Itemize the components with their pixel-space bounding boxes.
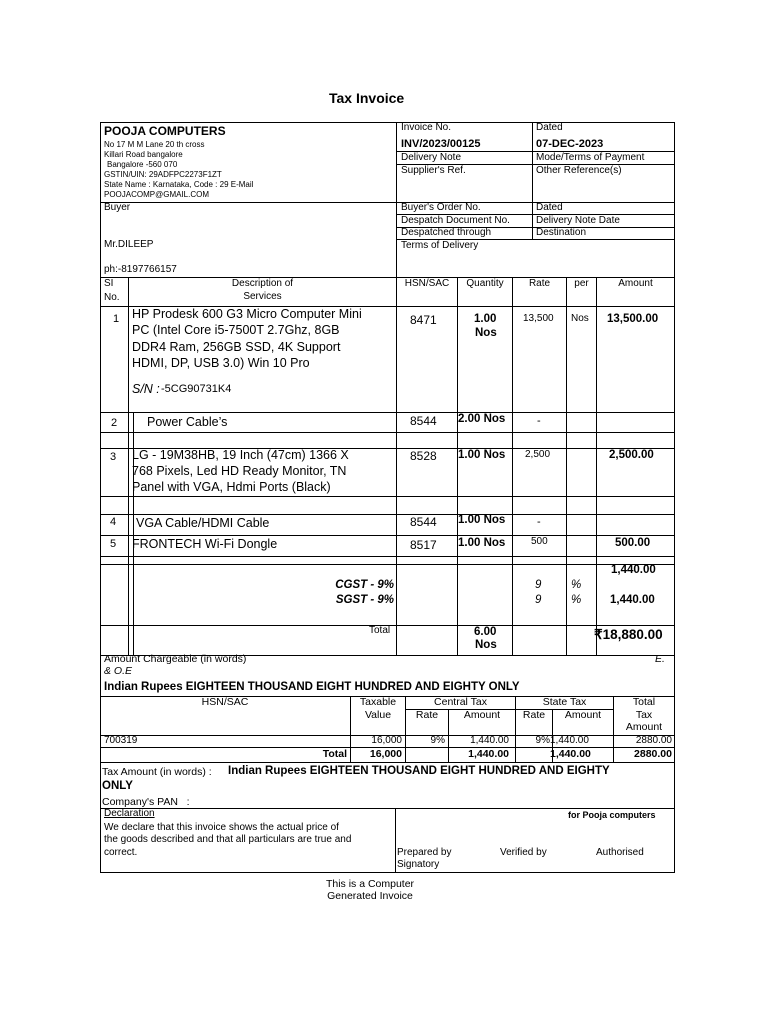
tax-words-value-2: ONLY bbox=[102, 780, 133, 792]
eoe-label: E. bbox=[655, 653, 665, 665]
footer-note: This is a Computer bbox=[325, 878, 415, 890]
cgst-label: CGST - 9% bbox=[335, 579, 394, 591]
company-pan-label: Company's PAN : bbox=[102, 796, 190, 808]
delivery-note-date-label: Delivery Note Date bbox=[536, 215, 620, 226]
tax-col-total-2: Tax bbox=[635, 709, 653, 721]
item-hsn: 8471 bbox=[410, 313, 437, 327]
item-hsn: 8528 bbox=[410, 449, 437, 463]
item-per: Nos bbox=[571, 313, 589, 324]
col-quantity: Quantity bbox=[466, 278, 504, 289]
despatch-doc-label: Despatch Document No. bbox=[401, 215, 510, 226]
seller-email: POOJACOMP@GMAIL.COM bbox=[104, 190, 210, 199]
total-quantity-unit: Nos bbox=[475, 639, 497, 651]
item-rate: - bbox=[537, 415, 541, 427]
for-company-label: for Pooja computers bbox=[568, 810, 656, 820]
item-description-line: HP Prodesk 600 G3 Micro Computer Mini bbox=[132, 307, 362, 321]
serial-number: -5CG90731K4 bbox=[161, 383, 232, 395]
seller-address-line: No 17 M M Lane 20 th cross bbox=[104, 140, 205, 149]
item-description: VGA Cable/HDMI Cable bbox=[136, 516, 270, 530]
other-references-label: Other Reference(s) bbox=[536, 165, 622, 176]
tax-col-taxable: Taxable bbox=[359, 696, 397, 708]
item-no: 1 bbox=[113, 313, 120, 325]
item-hsn: 8544 bbox=[410, 414, 437, 428]
col-amount: Amount bbox=[618, 278, 653, 289]
seller-name: POOJA COMPUTERS bbox=[104, 124, 226, 138]
sgst-rate: 9 bbox=[535, 594, 542, 606]
tax-total-state: 1,440.00 bbox=[550, 748, 591, 760]
amount-chargeable-label: Amount Chargeable (in words) bbox=[104, 653, 247, 665]
despatched-through-label: Despatched through bbox=[401, 227, 492, 238]
item-no: 3 bbox=[110, 451, 117, 463]
tax-row-central-amount: 1,440.00 bbox=[470, 735, 509, 746]
tax-col-state-amount: Amount bbox=[564, 709, 602, 721]
item-rate: 500 bbox=[531, 536, 548, 547]
tax-col-state-rate: Rate bbox=[522, 709, 546, 721]
declaration-title: Declaration bbox=[104, 808, 155, 819]
item-no: 2 bbox=[111, 417, 118, 429]
col-per: per bbox=[574, 278, 589, 289]
delivery-note-label: Delivery Note bbox=[401, 152, 462, 163]
seller-state: State Name : Karnataka, Code : 29 E-Mail bbox=[104, 180, 254, 189]
item-rate: 2,500 bbox=[525, 449, 551, 460]
item-quantity: 1.00 Nos bbox=[458, 537, 506, 549]
amount-in-words: Indian Rupees EIGHTEEN THOUSAND EIGHT HUNDRED AND EIGHTY ONLY bbox=[104, 681, 520, 693]
col-description-2: Services bbox=[243, 291, 282, 302]
dated-label: Dated bbox=[536, 122, 563, 133]
tax-words-label: Tax Amount (in words) : bbox=[102, 766, 212, 778]
item-description-line: HDMI, DP, USB 3.0) Win 10 Pro bbox=[132, 356, 310, 370]
tax-total-label: Total bbox=[322, 748, 347, 760]
tax-col-total-3: Amount bbox=[625, 721, 663, 733]
total-quantity: 6.00 bbox=[474, 626, 497, 638]
item-description-line: DDR4 Ram, 256GB SSD, 4K Support bbox=[132, 340, 341, 354]
item-quantity: 1.00 bbox=[474, 313, 497, 325]
item-hsn: 8544 bbox=[410, 515, 437, 529]
item-quantity: 1.00 Nos bbox=[458, 514, 506, 526]
suppliers-ref-label: Supplier's Ref. bbox=[401, 165, 466, 176]
mode-terms-label: Mode/Terms of Payment bbox=[536, 152, 645, 163]
tax-row-state-rate: 9% bbox=[535, 735, 550, 746]
declaration-line: We declare that this invoice shows the actual price of bbox=[104, 822, 339, 833]
item-quantity: 1.00 Nos bbox=[458, 449, 506, 461]
footer-note-2: Generated Invoice bbox=[327, 890, 413, 902]
item-description: FRONTECH Wi-Fi Dongle bbox=[132, 537, 278, 551]
sgst-amount: 1,440.00 bbox=[610, 594, 655, 606]
col-no: No. bbox=[104, 292, 120, 303]
col-hsn: HSN/SAC bbox=[404, 278, 450, 289]
item-quantity: 2.00 Nos bbox=[458, 413, 506, 425]
prepared-by-label: Prepared by bbox=[397, 847, 452, 858]
item-amount: 500.00 bbox=[615, 537, 651, 549]
tax-row-state-amount: 1,440.00 bbox=[550, 735, 589, 746]
item-description-line: Panel with VGA, Hdmi Ports (Black) bbox=[132, 480, 331, 494]
seller-gstin: GSTIN/UIN: 29ADFPC2273F1ZT bbox=[104, 170, 222, 179]
dated-label-2: Dated bbox=[536, 202, 563, 213]
tax-col-central-rate: Rate bbox=[415, 709, 439, 721]
invoice-no-value: INV/2023/00125 bbox=[401, 138, 481, 150]
tax-total-central: 1,440.00 bbox=[468, 748, 509, 760]
invoice-title: Tax Invoice bbox=[329, 90, 405, 106]
destination-label: Destination bbox=[536, 227, 587, 238]
total-label: Total bbox=[369, 625, 391, 636]
tax-words-value: Indian Rupees EIGHTEEN THOUSAND EIGHT HUNDRED AND EIGHTY bbox=[228, 765, 610, 777]
col-rate: Rate bbox=[528, 278, 551, 289]
item-hsn: 8517 bbox=[410, 538, 437, 552]
item-rate: - bbox=[537, 516, 541, 528]
tax-row-hsn: 700319 bbox=[104, 735, 138, 746]
tax-total-sum: 2880.00 bbox=[634, 748, 672, 760]
cgst-percent: % bbox=[571, 579, 582, 591]
item-amount: 13,500.00 bbox=[607, 313, 659, 325]
tax-row-taxable: 16,000 bbox=[371, 735, 402, 746]
item-amount: 2,500.00 bbox=[609, 449, 654, 461]
declaration-line: correct. bbox=[104, 847, 138, 858]
tax-col-taxable-2: Value bbox=[364, 709, 392, 721]
tax-col-central: Central Tax bbox=[434, 696, 487, 708]
grand-total-amount: ₹18,880.00 bbox=[594, 627, 663, 642]
authorised-label: Authorised bbox=[596, 847, 644, 858]
signatory-label: Signatory bbox=[397, 859, 440, 870]
buyer-name: Mr.DILEEP bbox=[104, 239, 154, 250]
verified-by-label: Verified by bbox=[500, 847, 547, 858]
item-quantity-unit: Nos bbox=[475, 327, 497, 339]
tax-row-total: 2880.00 bbox=[635, 735, 672, 746]
invoice-no-label: Invoice No. bbox=[401, 122, 452, 133]
terms-of-delivery-label: Terms of Delivery bbox=[401, 240, 479, 251]
item-description-line: LG - 19M38HB, 19 Inch (47cm) 1366 X bbox=[132, 448, 349, 462]
seller-address-line: Killari Road bangalore bbox=[104, 150, 183, 159]
errors-omissions-label: & O.E bbox=[104, 665, 133, 677]
buyer-phone: ph:-8197766157 bbox=[104, 264, 177, 275]
sgst-percent: % bbox=[571, 594, 582, 606]
dated-value: 07-DEC-2023 bbox=[536, 138, 604, 150]
item-rate: 13,500 bbox=[523, 313, 554, 324]
cgst-rate: 9 bbox=[535, 579, 542, 591]
tax-amount-above: 1,440.00 bbox=[611, 564, 656, 576]
serial-label: S/N : bbox=[132, 382, 160, 396]
item-no: 4 bbox=[110, 516, 117, 528]
tax-col-hsn: HSN/SAC bbox=[201, 696, 249, 708]
tax-total-taxable: 16,000 bbox=[369, 748, 402, 760]
tax-row-central-rate: 9% bbox=[430, 735, 445, 746]
sgst-label: SGST - 9% bbox=[335, 594, 394, 606]
tax-col-central-amount: Amount bbox=[463, 709, 501, 721]
item-description: Power Cable’s bbox=[147, 415, 228, 429]
declaration-line: the goods described and that all particulars are true and bbox=[104, 834, 352, 845]
item-description-line: PC (Intel Core i5-7500T 2.7Ghz, 8GB bbox=[132, 323, 340, 337]
col-si: SI bbox=[104, 278, 114, 289]
buyers-order-label: Buyer's Order No. bbox=[401, 202, 481, 213]
col-description: Description of bbox=[231, 278, 294, 289]
tax-col-state: State Tax bbox=[542, 696, 587, 708]
buyer-label: Buyer bbox=[104, 202, 131, 213]
item-no: 5 bbox=[110, 538, 117, 550]
seller-address-line: Bangalore -560 070 bbox=[107, 160, 178, 169]
tax-col-total: Total bbox=[632, 696, 656, 708]
item-description-line: 768 Pixels, Led HD Ready Monitor, TN bbox=[132, 464, 347, 478]
